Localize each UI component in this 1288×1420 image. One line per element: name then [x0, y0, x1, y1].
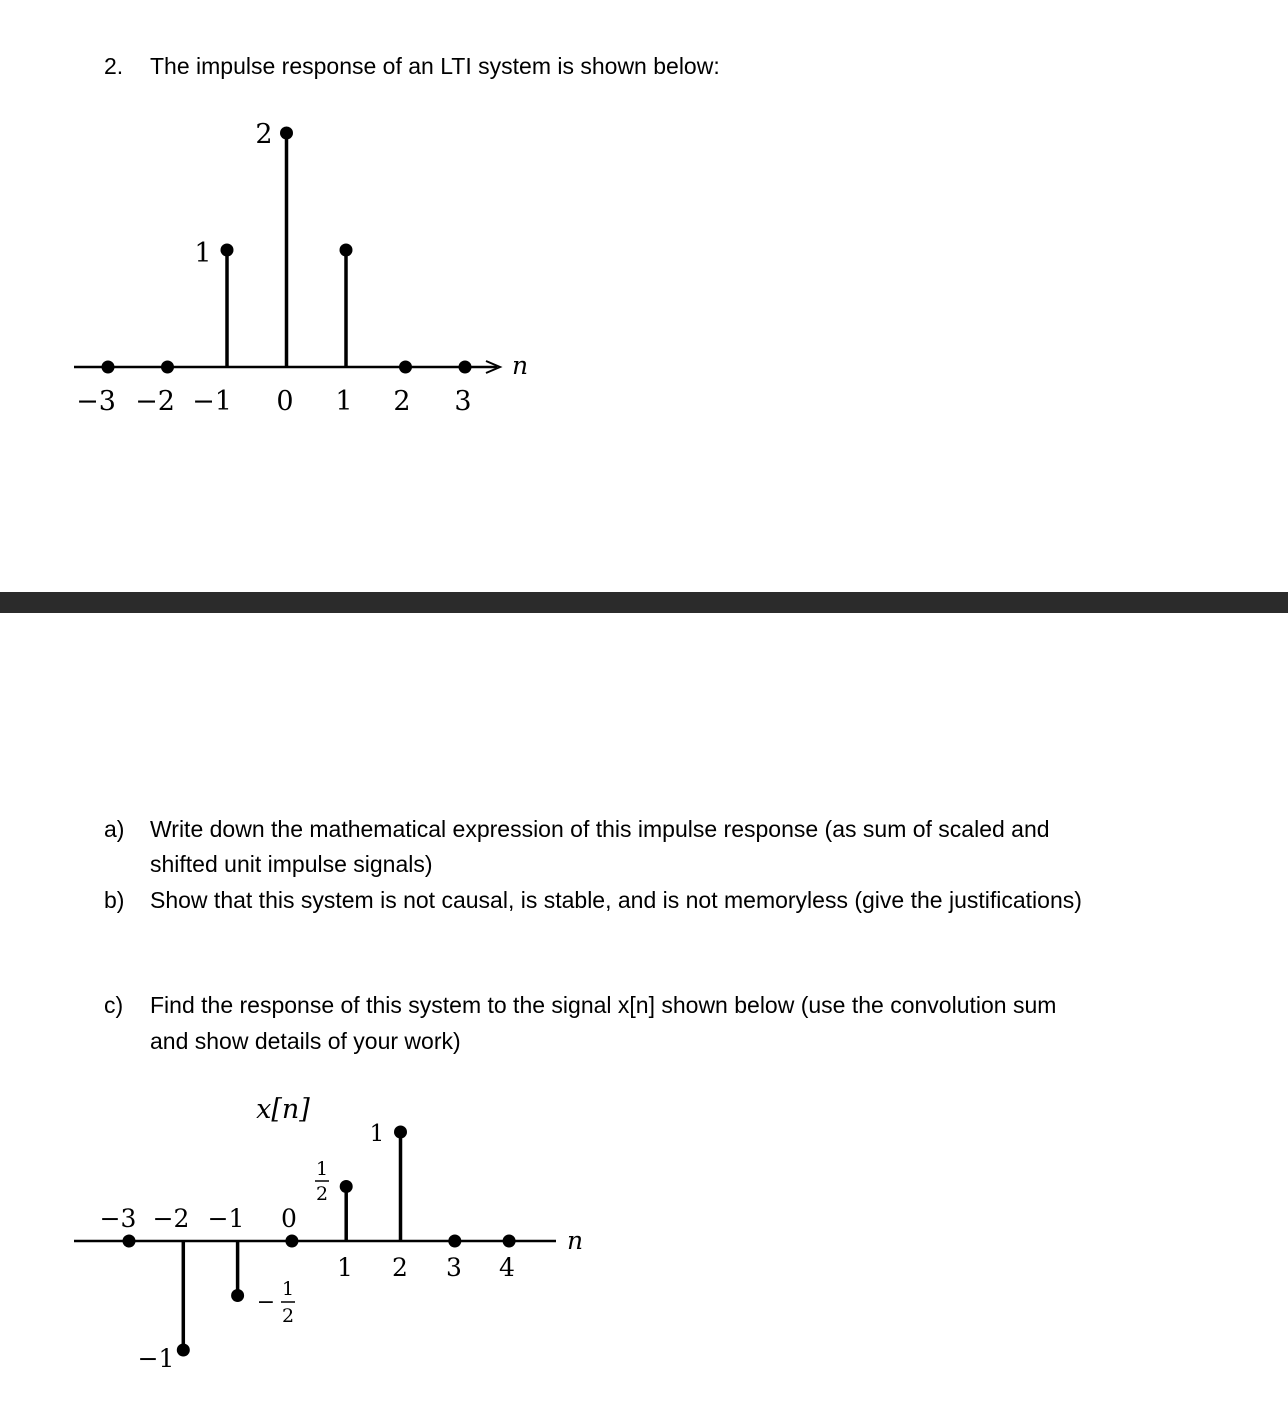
part-b-line-1: Show that this system is not causal, is stable, and is not memoryless (give the justifications)	[150, 887, 1082, 913]
signal-neg-half-sign: −	[256, 1290, 276, 1315]
signal-half-denominator: 2	[315, 1183, 329, 1205]
signal-half-numerator: 1	[315, 1158, 329, 1180]
signal-point	[231, 1289, 244, 1302]
signal-tick-label: 4	[499, 1253, 515, 1282]
signal-tick-label: −2	[152, 1204, 190, 1233]
signal-tick-label: 0	[281, 1204, 297, 1233]
signal-point	[285, 1235, 298, 1248]
signal-tick-label: 1	[337, 1253, 353, 1282]
impulse-value-label-2: 2	[255, 119, 273, 150]
signal-point	[340, 1180, 353, 1193]
signal-value-label-minus-one: −1	[137, 1344, 175, 1373]
signal-point	[177, 1344, 190, 1357]
signal-value-labels	[138, 1121, 385, 1373]
signal-value-label-one: 1	[369, 1121, 385, 1147]
question-number: 2.	[104, 53, 124, 79]
part-a-label: a)	[104, 816, 125, 842]
signal-neg-half-denominator: 2	[281, 1305, 295, 1327]
question-text: The impulse response of an LTI system is shown below:	[150, 53, 720, 79]
part-b-label: b)	[104, 887, 125, 913]
impulse-axis-label: n	[511, 351, 529, 380]
signal-tick-label: 2	[392, 1253, 408, 1282]
signal-point	[503, 1235, 516, 1248]
signal-point	[394, 1126, 407, 1139]
impulse-tick-label: 3	[454, 386, 472, 417]
impulse-tick-label: 1	[335, 386, 353, 417]
part-a-line-1: Write down the mathematical expression of this impulse response (as sum of scaled and	[150, 816, 1050, 842]
part-a-line-2: shifted unit impulse signals)	[150, 851, 433, 877]
signal-neg-half-numerator: 1	[281, 1278, 295, 1300]
signal-tick-label: −1	[207, 1204, 245, 1233]
signal-pos-tick-labels	[337, 1253, 515, 1282]
signal-axis-label: n	[566, 1226, 584, 1255]
part-c-line-2: and show details of your work)	[150, 1028, 461, 1054]
impulse-tick-label: −1	[192, 386, 232, 417]
impulse-tick-label: 2	[393, 386, 411, 417]
part-c-line-1: Find the response of this system to the signal x[n] shown below (use the convolution sum	[150, 992, 1057, 1018]
impulse-tick-label: 0	[276, 386, 294, 417]
part-c-label: c)	[104, 992, 124, 1018]
signal-point	[448, 1235, 461, 1248]
signal-neg-tick-labels	[100, 1204, 297, 1233]
impulse-value-label-1: 1	[194, 238, 212, 269]
impulse-tick-label: −3	[76, 386, 116, 417]
signal-tick-label: −3	[99, 1204, 137, 1233]
signal-title: x[n]	[256, 1094, 310, 1125]
impulse-tick-label: −2	[135, 386, 175, 417]
signal-point	[123, 1235, 136, 1248]
signal-tick-label: 3	[446, 1253, 462, 1282]
